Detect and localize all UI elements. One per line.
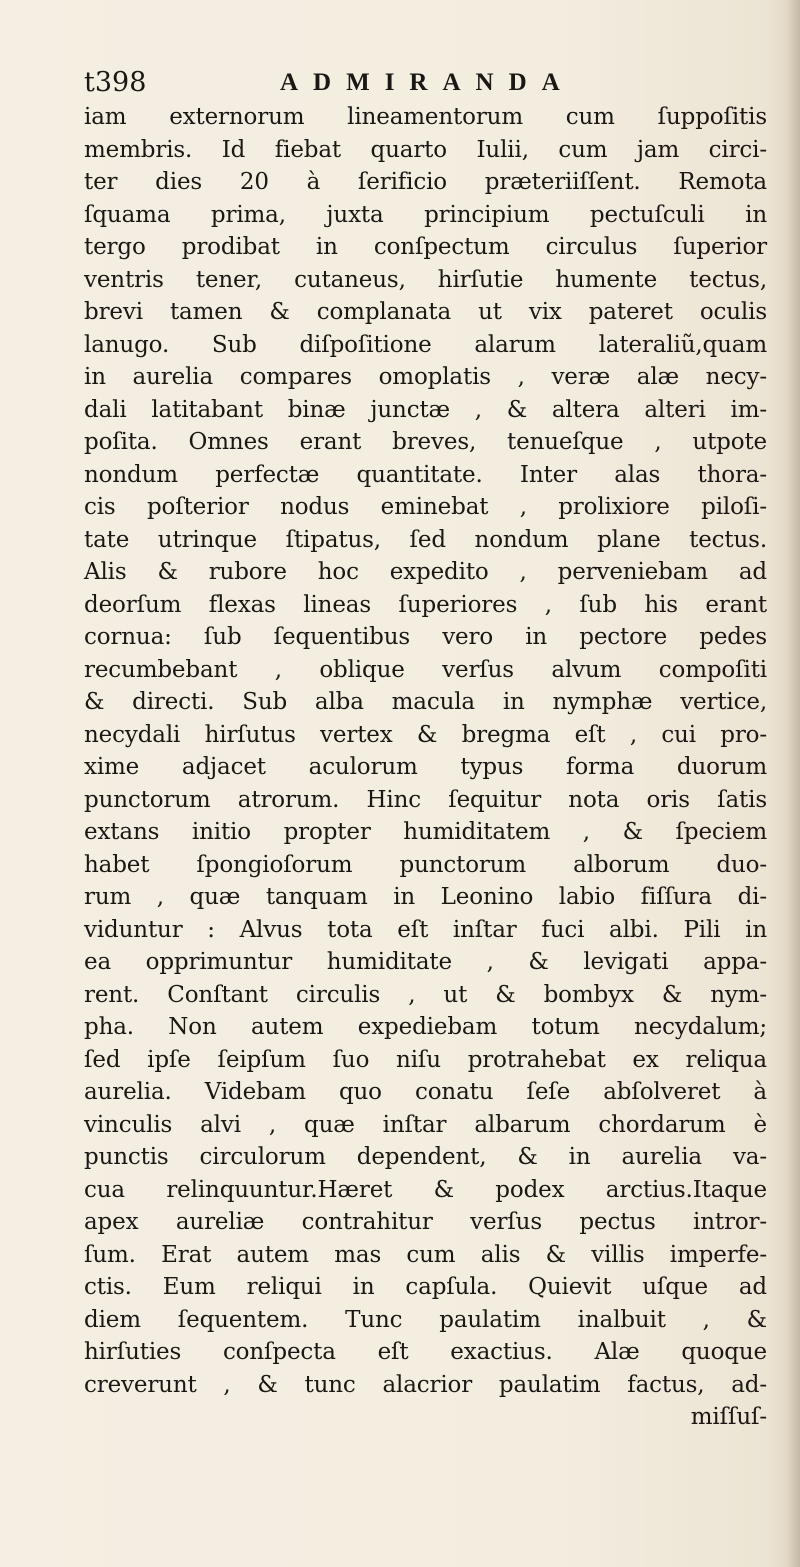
body-text: [84, 101, 767, 1434]
text-line: habet ſpongioſorum punctorum alborum duo-: [84, 851, 767, 878]
text-line: ventris tener, cutaneus, hirſutie humente tectus,: [84, 266, 767, 293]
text-line: apex aureliæ contrahitur verſus pectus intror-: [84, 1209, 767, 1235]
text-line: & directi. Sub alba macula in nymphæ vertice,: [84, 689, 767, 715]
text-line: ſum. Erat autem mas cum alis & villis imperfe-: [84, 1241, 767, 1268]
text-line: ſed ipſe ſeipſum ſuo niſu protrahebat ex reliqua: [84, 1046, 767, 1073]
text-line: aurelia. Videbam quo conatu ſeſe abſolveret à: [84, 1079, 767, 1105]
text-line: creverunt , & tunc alacrior paulatim factus, ad-: [84, 1371, 767, 1398]
text-line: cornua: ſub ſequentibus vero in pectore pedes: [84, 624, 767, 650]
text-line: diem ſequentem. Tunc paulatim inalbuit , &: [84, 1306, 767, 1333]
text-line: hirſuties conſpecta eſt exactius. Alæ quoque: [84, 1339, 767, 1365]
page-header: [84, 66, 744, 100]
text-line: membris. Id fiebat quarto Iulii, cum jam circi-: [84, 136, 767, 163]
text-line: poſita. Omnes erant breves, tenueſque , utpote: [84, 429, 767, 455]
text-line: ſquama prima, juxta principium pectuſculi in: [84, 201, 767, 228]
text-line: brevi tamen & complanata ut vix pateret oculis: [84, 299, 767, 325]
text-line: punctis circulorum dependent, & in aurelia va-: [84, 1144, 767, 1170]
text-line: viduntur : Alvus tota eſt inſtar fuci albi. Pili in: [84, 916, 767, 943]
text-line: deorſum flexas lineas ſuperiores , ſub his erant: [84, 591, 767, 618]
text-line: lanugo. Sub diſpoſitione alarum lateraliũ,quam: [84, 331, 767, 358]
page-edge-shadow: [786, 0, 800, 1567]
text-line: punctorum atrorum. Hinc ſequitur nota oris ſatis: [84, 786, 767, 813]
running-head: ADMIRANDA: [280, 69, 575, 96]
text-line: iam externorum lineamentorum cum ſuppoſitis: [84, 104, 767, 130]
text-line: cua relinquuntur.Hæret & podex arctius.Itaque: [84, 1176, 767, 1203]
text-line: ea opprimuntur humiditate , & levigati appa-: [84, 949, 767, 975]
text-line: rum , quæ tanquam in Leonino labio fiſſura di-: [84, 884, 767, 910]
text-line: tate utrinque ſtipatus, ſed nondum plane tectus.: [84, 526, 767, 553]
text-line: dali latitabant binæ junctæ , & altera alteri im-: [84, 396, 767, 423]
text-line: ctis. Eum reliqui in capſula. Quievit uſque ad: [84, 1274, 767, 1300]
catchword-line: miſſuſ-: [690, 1404, 767, 1430]
text-line: vinculis alvi , quæ inſtar albarum chordarum è: [84, 1111, 767, 1138]
text-line: Alis & rubore hoc expedito , perveniebam ad: [84, 559, 767, 585]
text-line: pha. Non autem expediebam totum necydalum;: [84, 1014, 767, 1040]
page-number: t398: [84, 67, 147, 98]
text-line: in aurelia compares omoplatis , veræ alæ necy-: [84, 364, 767, 390]
text-line: recumbebant , oblique verſus alvum compoſiti: [84, 656, 767, 683]
text-line: nondum perfectæ quantitate. Inter alas thora-: [84, 461, 767, 488]
text-line: rent. Conſtant circulis , ut & bombyx & nym-: [84, 981, 767, 1008]
text-line: ter dies 20 à ſerificio præteriiſſent. Remota: [84, 169, 767, 195]
text-line: cis poſterior nodus eminebat , prolixiore piloſi-: [84, 494, 767, 520]
text-line: xime adjacet aculorum typus forma duorum: [84, 754, 767, 780]
text-line: tergo prodibat in conſpectum circulus ſuperior: [84, 234, 767, 260]
text-line: extans initio propter humiditatem , & ſpeciem: [84, 819, 767, 845]
text-line: necydali hirſutus vertex & bregma eſt , cui pro-: [84, 721, 767, 748]
